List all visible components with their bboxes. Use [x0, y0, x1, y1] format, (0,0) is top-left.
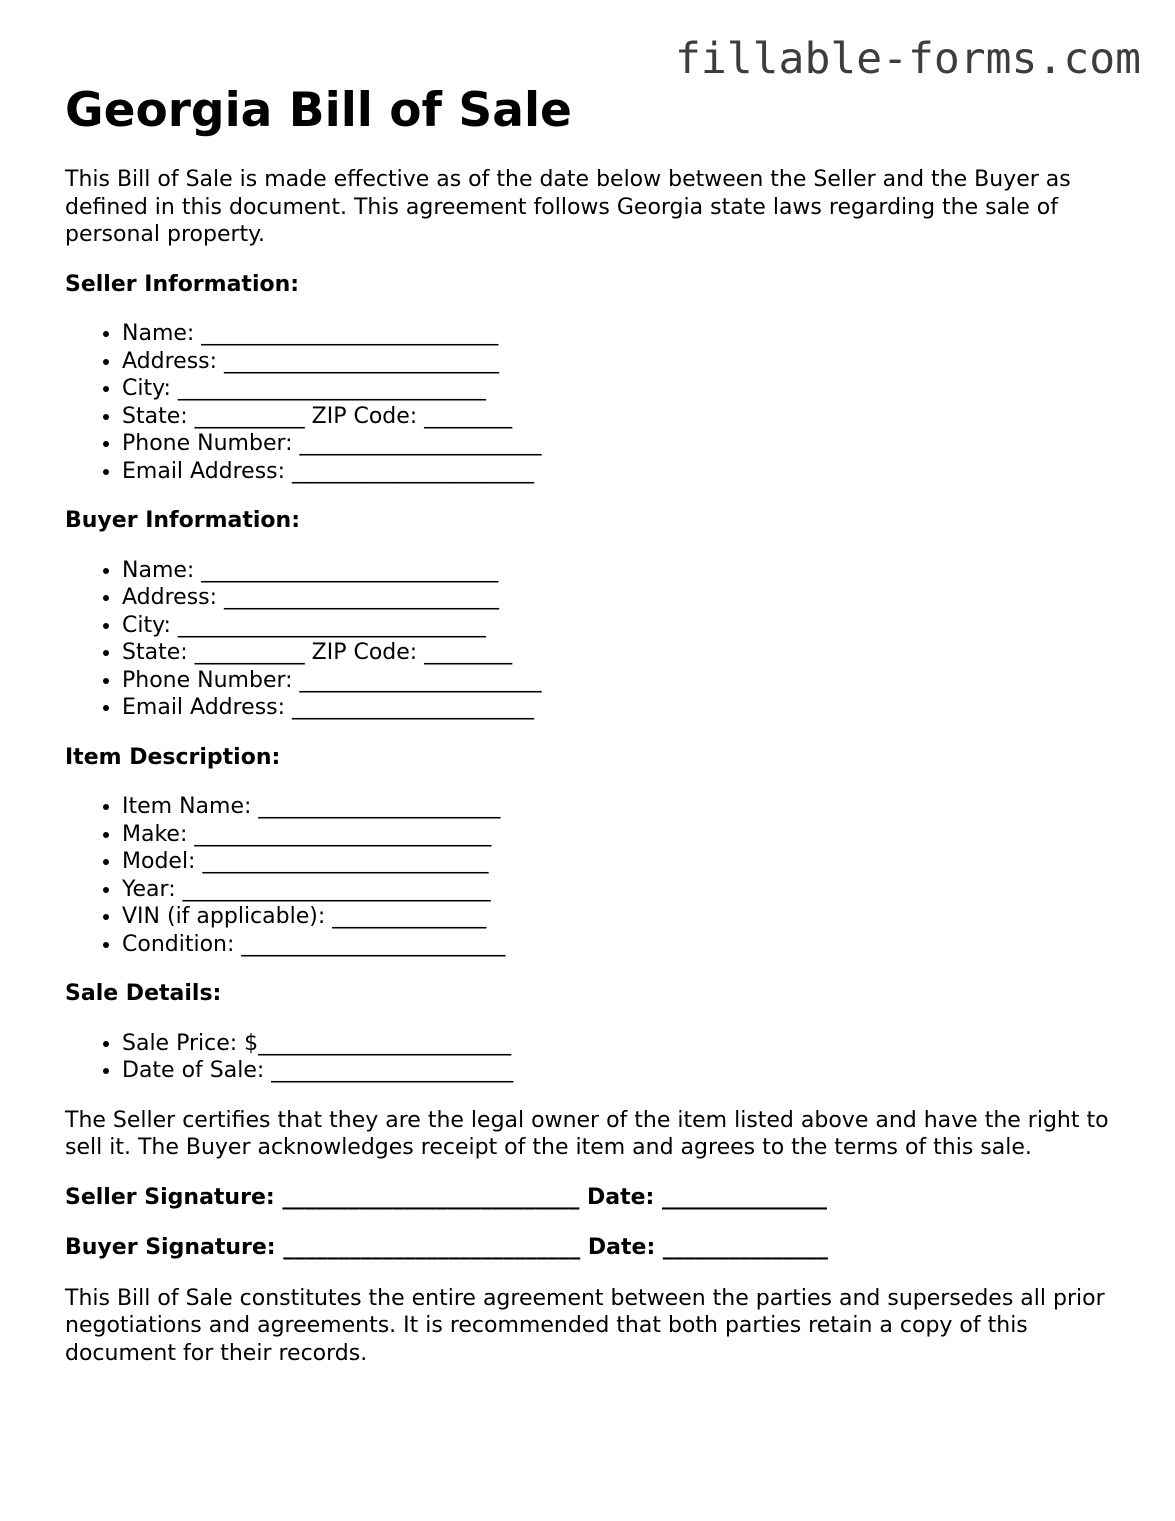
buyer-state-zip-field[interactable]: • State: __________ ZIP Code: ________ — [122, 639, 1125, 667]
buyer-fields — [65, 557, 1125, 722]
item-fields — [65, 793, 1125, 958]
item-condition-field[interactable]: • Condition: ________________________ — [122, 931, 1125, 959]
item-heading: Item Description: — [65, 744, 281, 770]
buyer-heading: Buyer Information: — [65, 508, 300, 534]
document-body — [65, 84, 1125, 1389]
watermark: fillable-forms.com — [675, 34, 1141, 84]
page-title: Georgia Bill of Sale — [65, 83, 572, 138]
seller-city-field[interactable]: • City: ____________________________ — [122, 375, 1125, 403]
intro-paragraph: This Bill of Sale is made effective as of the date below between the Seller and the Buyer as defined in this document. This agreement follows Georgia state laws regarding the sale of personal property. — [65, 167, 1071, 248]
item-year-field[interactable]: • Year: ____________________________ — [122, 876, 1125, 904]
buyer-phone-field[interactable]: • Phone Number: ______________________ — [122, 667, 1125, 695]
seller-heading: Seller Information: — [65, 271, 300, 297]
buyer-name-field[interactable]: • Name: ___________________________ — [122, 557, 1125, 585]
buyer-email-field[interactable]: • Email Address: ______________________ — [122, 694, 1125, 722]
seller-state-zip-field[interactable]: • State: __________ ZIP Code: ________ — [122, 403, 1125, 431]
item-name-field[interactable]: • Item Name: ______________________ — [122, 793, 1125, 821]
item-vin-field[interactable]: • VIN (if applicable): ______________ — [122, 903, 1125, 931]
buyer-address-field[interactable]: • Address: _________________________ — [122, 584, 1125, 612]
seller-phone-field[interactable]: • Phone Number: ______________________ — [122, 430, 1125, 458]
item-make-field[interactable]: • Make: ___________________________ — [122, 821, 1125, 849]
sale-date-field[interactable]: • Date of Sale: ______________________ — [122, 1057, 1125, 1085]
seller-address-field[interactable]: • Address: _________________________ — [122, 348, 1125, 376]
buyer-city-field[interactable]: • City: ____________________________ — [122, 612, 1125, 640]
sale-heading: Sale Details: — [65, 981, 222, 1007]
certification-paragraph: The Seller certifies that they are the legal owner of the item listed above and have the right to sell it. The Buyer acknowledges receipt of the item and agrees to the terms of this sale. — [65, 1107, 1109, 1161]
sale-fields — [65, 1030, 1125, 1085]
seller-name-field[interactable]: • Name: ___________________________ — [122, 320, 1125, 348]
sale-price-field[interactable]: • Sale Price: $_______________________ — [122, 1030, 1125, 1058]
seller-email-field[interactable]: • Email Address: ______________________ — [122, 458, 1125, 486]
seller-fields — [65, 320, 1125, 485]
seller-signature-line[interactable]: Seller Signature: ___________________________ Date: _______________ — [65, 1184, 827, 1210]
item-model-field[interactable]: • Model: __________________________ — [122, 848, 1125, 876]
closing-paragraph: This Bill of Sale constitutes the entire agreement between the parties and supersedes all prior negotiations and agreements. It is recommended that both parties retain a copy of this document for their records. — [65, 1285, 1105, 1366]
buyer-signature-line[interactable]: Buyer Signature: ___________________________ Date: _______________ — [65, 1235, 828, 1261]
